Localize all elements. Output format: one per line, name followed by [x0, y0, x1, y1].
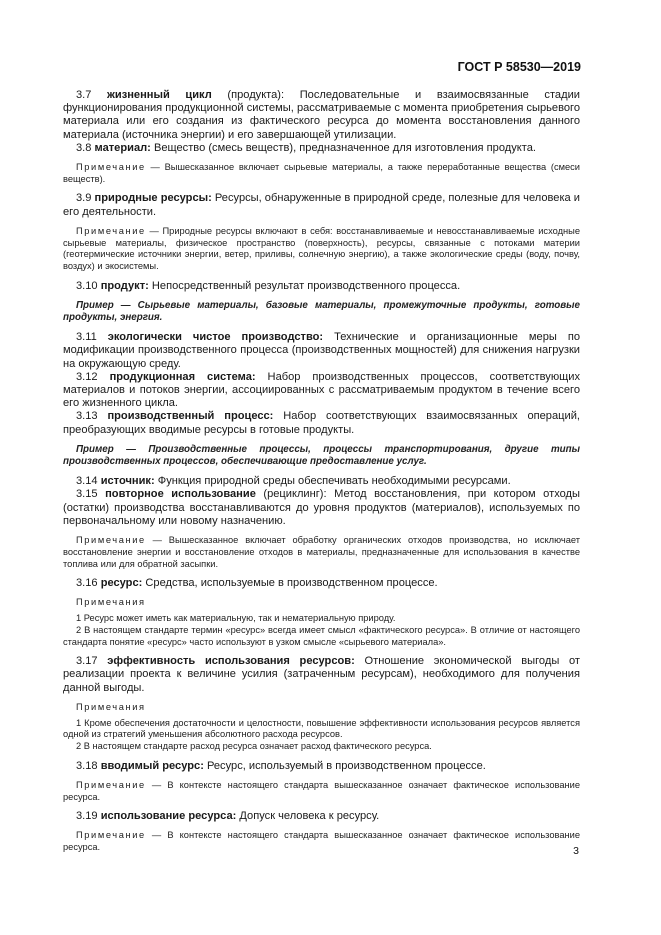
- note-label: Примечание: [76, 830, 146, 841]
- note-text: — В контексте настоящего стандарта вышесказанное означает фактическое использование ресурса.: [63, 830, 580, 853]
- note-text: — Природные ресурсы включают в себя: восстанавливаемые и невосстанавливаемые исходные сырьевые материалы, физическое пространство (поверхность), ресурсы, связанные с потоками материи (геотермические источники энергии, ветер, приливы, солнечную энергию), а также экологические среды (воду, почву, воздух) и экосистемы.: [63, 225, 580, 271]
- definition-3-12: [63, 371, 580, 411]
- note-label: Примечание: [76, 535, 146, 546]
- document-standard-number: ГОСТ Р 58530—2019: [457, 60, 581, 74]
- note-label: Примечание: [76, 225, 146, 236]
- term: повторное использование: [105, 488, 256, 501]
- definition-3-17: [63, 655, 580, 695]
- definition-text: Отношение экономической выгоды от реализации проекта к величине усилия (затраченным ресурсам), необходимого для получения данной выгоды.: [63, 655, 580, 694]
- definition-3-16: [63, 577, 580, 590]
- note-item-3-16-2: 2 В настоящем стандарте термин «ресурс» всегда имеет смысл «фактического ресурса». В отличие от настоящего стандарта понятие «ресурс» часто используют в узком смысле «сырьевого материала».: [63, 624, 580, 647]
- term-number: 3.15: [76, 488, 106, 501]
- term: вводимый ресурс:: [100, 759, 204, 772]
- term-number: 3.14: [76, 475, 101, 488]
- definition-3-11: [63, 331, 580, 371]
- term: жизненный цикл: [107, 89, 212, 101]
- definition-3-19: [63, 810, 580, 823]
- definition-text: Набор производственных процессов, соответствующих материалов и потоков энергии, ассоциированных с рассматриваемым продуктом в течение всего его жизненного цикла.: [63, 370, 581, 410]
- definition-3-18: [63, 760, 580, 773]
- definition-3-8: [63, 142, 580, 155]
- definition-3-7: [63, 89, 580, 142]
- note-3-8: [63, 162, 580, 185]
- note-item-3-16-1: 1 Ресурс может иметь как материальную, так и нематериальную природу.: [76, 613, 396, 624]
- term-number: 3.7: [76, 89, 108, 101]
- term: экологически чистое производство:: [107, 331, 324, 344]
- notes-heading-3-17: Примечания: [76, 701, 146, 712]
- definition-text: Ресурсы, обнаруженные в природной среде, полезные для человека и его деятельности.: [63, 192, 581, 218]
- term: источник:: [100, 475, 155, 488]
- note-label: Примечание: [76, 779, 146, 790]
- definition-3-15: [63, 488, 580, 528]
- note-3-18: [63, 780, 580, 803]
- definition-text: (продукта): Последовательные и взаимосвязанные стадии функционирования продукционной системы, рассматриваемые с момента приобретения сырьевого материала или его создания из фактического ресурса до момента восстановления данного материала (источника энергии) и его завершающей утилизации.: [63, 89, 580, 141]
- term: эффективность использования ресурсов:: [107, 655, 355, 668]
- term: материал:: [94, 141, 151, 154]
- note-3-19: [63, 830, 580, 853]
- definition-text: Допуск человека к ресурсу.: [236, 810, 380, 823]
- term-number: 3.12: [76, 370, 110, 383]
- definition-text: Технические и организационные меры по модификации производственного процесса (производственных мощностей) для снижения нагрузки на окружающую среду.: [63, 331, 580, 370]
- definition-3-13: [63, 410, 580, 436]
- document-body: [63, 89, 580, 854]
- definition-3-9: [63, 192, 580, 218]
- notes-heading-3-16: Примечания: [76, 597, 146, 608]
- note-text: — Вышесказанное включает сырьевые материалы, а также переработанные вещества (смеси веществ).: [63, 162, 580, 184]
- definition-text: Набор соответствующих взаимосвязанных операций, преобразующих вводимые ресурсы в готовые продукты.: [63, 410, 580, 436]
- note-text: — В контексте настоящего стандарта вышесказанное означает фактическое использование ресурса.: [63, 779, 580, 802]
- term: использование ресурса:: [100, 810, 237, 823]
- definition-text: Вещество (смесь веществ), предназначенное для изготовления продукта.: [150, 141, 536, 154]
- term: продукт:: [100, 279, 149, 292]
- term-number: 3.11: [76, 331, 108, 344]
- example-3-10: Пример — Сырьевые материалы, базовые материалы, промежуточные продукты, готовые продукты, энергия.: [63, 299, 580, 324]
- term-number: 3.8: [76, 141, 95, 154]
- term-number: 3.18: [76, 759, 101, 772]
- term-number: 3.19: [76, 810, 101, 823]
- definition-text: Функция природной среды обеспечивать необходимыми ресурсами.: [154, 475, 511, 488]
- definition-3-10: [63, 280, 580, 293]
- term: производственный процесс:: [107, 410, 274, 423]
- page-number: 3: [573, 845, 579, 857]
- term-number: 3.13: [76, 410, 108, 423]
- note-item-3-17-2: 2 В настоящем стандарте расход ресурса означает расход фактического ресурса.: [76, 740, 432, 751]
- term-number: 3.17: [76, 655, 108, 668]
- term: ресурс:: [100, 577, 143, 590]
- note-3-9: [63, 226, 580, 273]
- term-number: 3.10: [76, 279, 101, 292]
- term-number: 3.9: [76, 192, 95, 205]
- definition-text: Непосредственный результат производственного процесса.: [148, 279, 461, 292]
- term: продукционная система:: [109, 370, 256, 383]
- definition-text: (рециклинг): Метод восстановления, при котором отходы (остатки) производства восстанавливаются до уровня продуктов (материалов), используемых по первоначальному или новому назначению.: [63, 488, 580, 527]
- note-3-15: [63, 535, 580, 570]
- note-text: — Вышесказанное включает обработку органических отходов производства, но исключает восстановление энергии и восстановление отходов в материалы, предназначенные для использования в качестве топлива или для обратной засыпки.: [63, 535, 580, 569]
- term-number: 3.16: [76, 577, 101, 590]
- definition-text: Средства, используемые в производственном процессе.: [142, 577, 438, 590]
- definition-3-14: [63, 475, 580, 488]
- note-item-3-17-1: 1 Кроме обеспечения достаточности и целостности, повышение эффективности использования ресурсов является одной из стратегий уменьшения абсолютного расхода ресурсов.: [63, 717, 580, 740]
- note-label: Примечание: [76, 162, 146, 173]
- example-3-13: Пример — Производственные процессы, процессы транспортирования, другие типы производственных процессов, обеспечивающие предоставление услуг.: [63, 443, 580, 468]
- definition-text: Ресурс, используемый в производственном процессе.: [203, 759, 486, 772]
- term: природные ресурсы:: [94, 192, 212, 205]
